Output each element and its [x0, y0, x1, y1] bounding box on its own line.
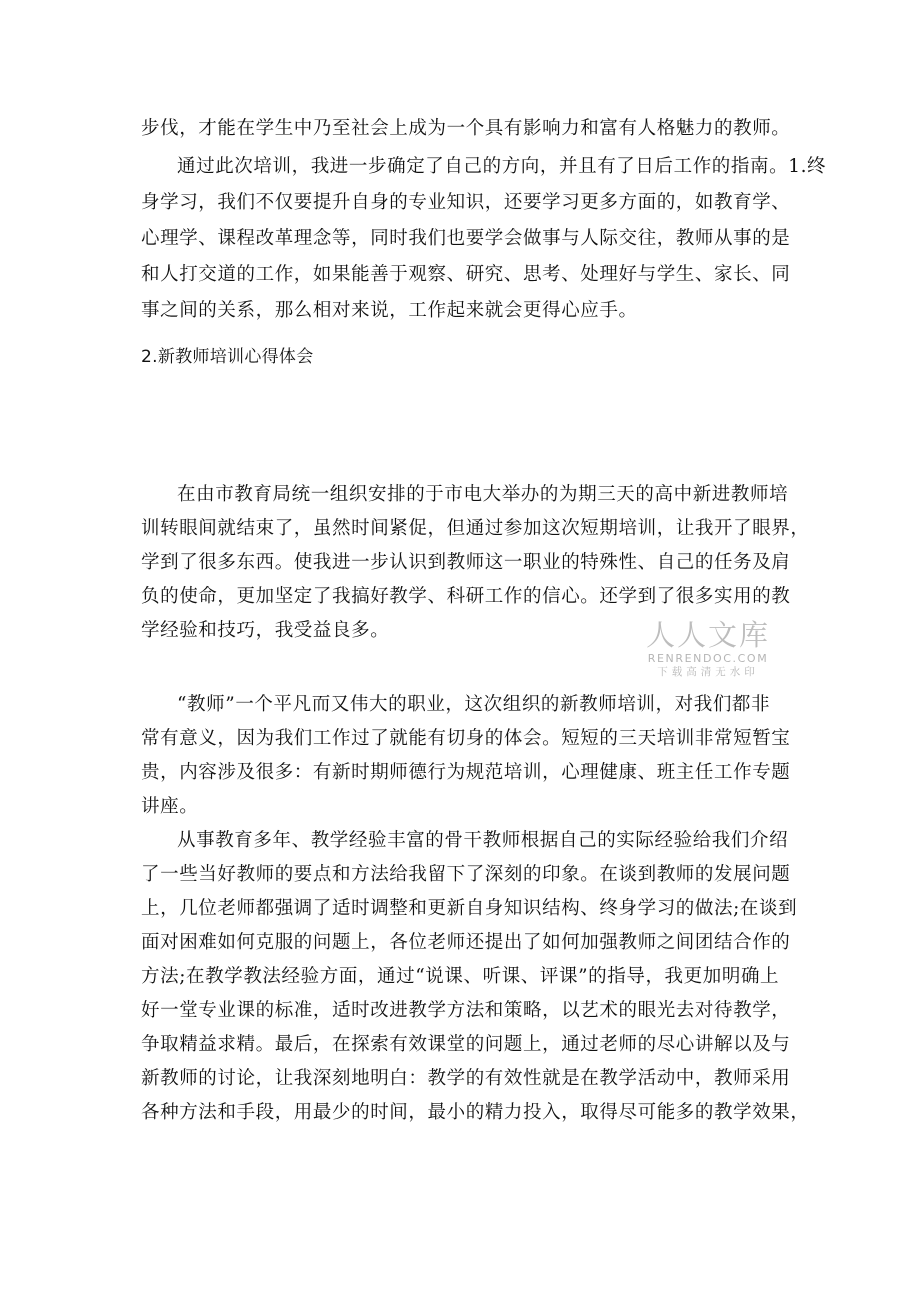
body-text-line: 负的使命，更加坚定了我搞好教学、科研工作的信心。还学到了很多实用的教: [141, 586, 791, 607]
watermark-logo: [640, 618, 776, 679]
body-text-line: 学经验和技巧，我受益良多。: [141, 620, 390, 641]
body-text-line: “教师”一个平凡而又伟大的职业，这次组织的新教师培训，对我们都非: [177, 694, 771, 715]
body-text-line: 好一堂专业课的标准，适时改进教学方法和策略，以艺术的眼光去对待教学，: [141, 1000, 791, 1021]
body-text-line: 事之间的关系，那么相对来说，工作起来就会更得心应手。: [141, 300, 638, 321]
body-text-line: 常有意义，因为我们工作过了就能有切身的体会。短短的三天培训非常短暂宝: [141, 728, 791, 749]
body-text-line: 从事教育多年、教学经验丰富的骨干教师根据自己的实际经验给我们介绍: [177, 830, 789, 851]
body-text-line: 贵，内容涉及很多：有新时期师德行为规范培训，心理健康、班主任工作专题: [141, 762, 791, 783]
watermark-subtitle: 下载高清无水印: [657, 666, 759, 678]
body-text-line: 了一些当好教师的要点和方法给我留下了深刻的印象。在谈到教师的发展问题: [141, 864, 791, 885]
body-text-line: 新教师的讨论，让我深刻地明白：教学的有效性就是在教学活动中，教师采用: [141, 1068, 791, 1089]
body-text-line: 学到了很多东西。使我进一步认识到教师这一职业的特殊性、自己的任务及肩: [141, 552, 791, 573]
body-text-line: 通过此次培训，我进一步确定了自己的方向，并且有了日后工作的指南。1.终: [177, 156, 827, 177]
body-text-line: 上，几位老师都强调了适时调整和更新自身知识结构、终身学习的做法;在谈到: [141, 898, 798, 919]
body-text-line: 在由市教育局统一组织安排的于市电大举办的为期三天的高中新进教师培: [177, 484, 789, 505]
body-text-line: 争取精益求精。最后，在探索有效课堂的问题上，通过老师的尽心讲解以及与: [141, 1034, 791, 1055]
watermark-title: 人人文库: [645, 618, 770, 652]
body-text-line: 面对困难如何克服的问题上，各位老师还提出了如何加强教师之间团结合作的: [141, 932, 791, 953]
body-text-line: 步伐，才能在学生中乃至社会上成为一个具有影响力和富有人格魅力的教师。: [141, 118, 791, 139]
body-text-line: 训转眼间就结束了，虽然时间紧促，但通过参加这次短期培训，让我开了眼界，: [141, 518, 810, 539]
body-text-line: 讲座。: [141, 796, 199, 817]
body-text-line: 身学习，我们不仅要提升自身的专业知识，还要学习更多方面的，如教育学、: [141, 192, 791, 213]
body-text-line: 方法;在教学教法经验方面，通过“说课、听课、评课”的指导，我更加明确上: [141, 966, 780, 987]
body-text-line: 各种方法和手段，用最少的时间，最小的精力投入，取得尽可能多的教学效果，: [141, 1102, 810, 1123]
body-text-line: 心理学、课程改革理念等，同时我们也要学会做事与人际交往，教师从事的是: [141, 228, 791, 249]
watermark-domain: RENRENDOC.COM: [647, 652, 769, 665]
section-heading: 2.新教师培训心得体会: [141, 347, 314, 367]
body-text-line: 和人打交道的工作，如果能善于观察、研究、思考、处理好与学生、家长、同: [141, 264, 791, 285]
